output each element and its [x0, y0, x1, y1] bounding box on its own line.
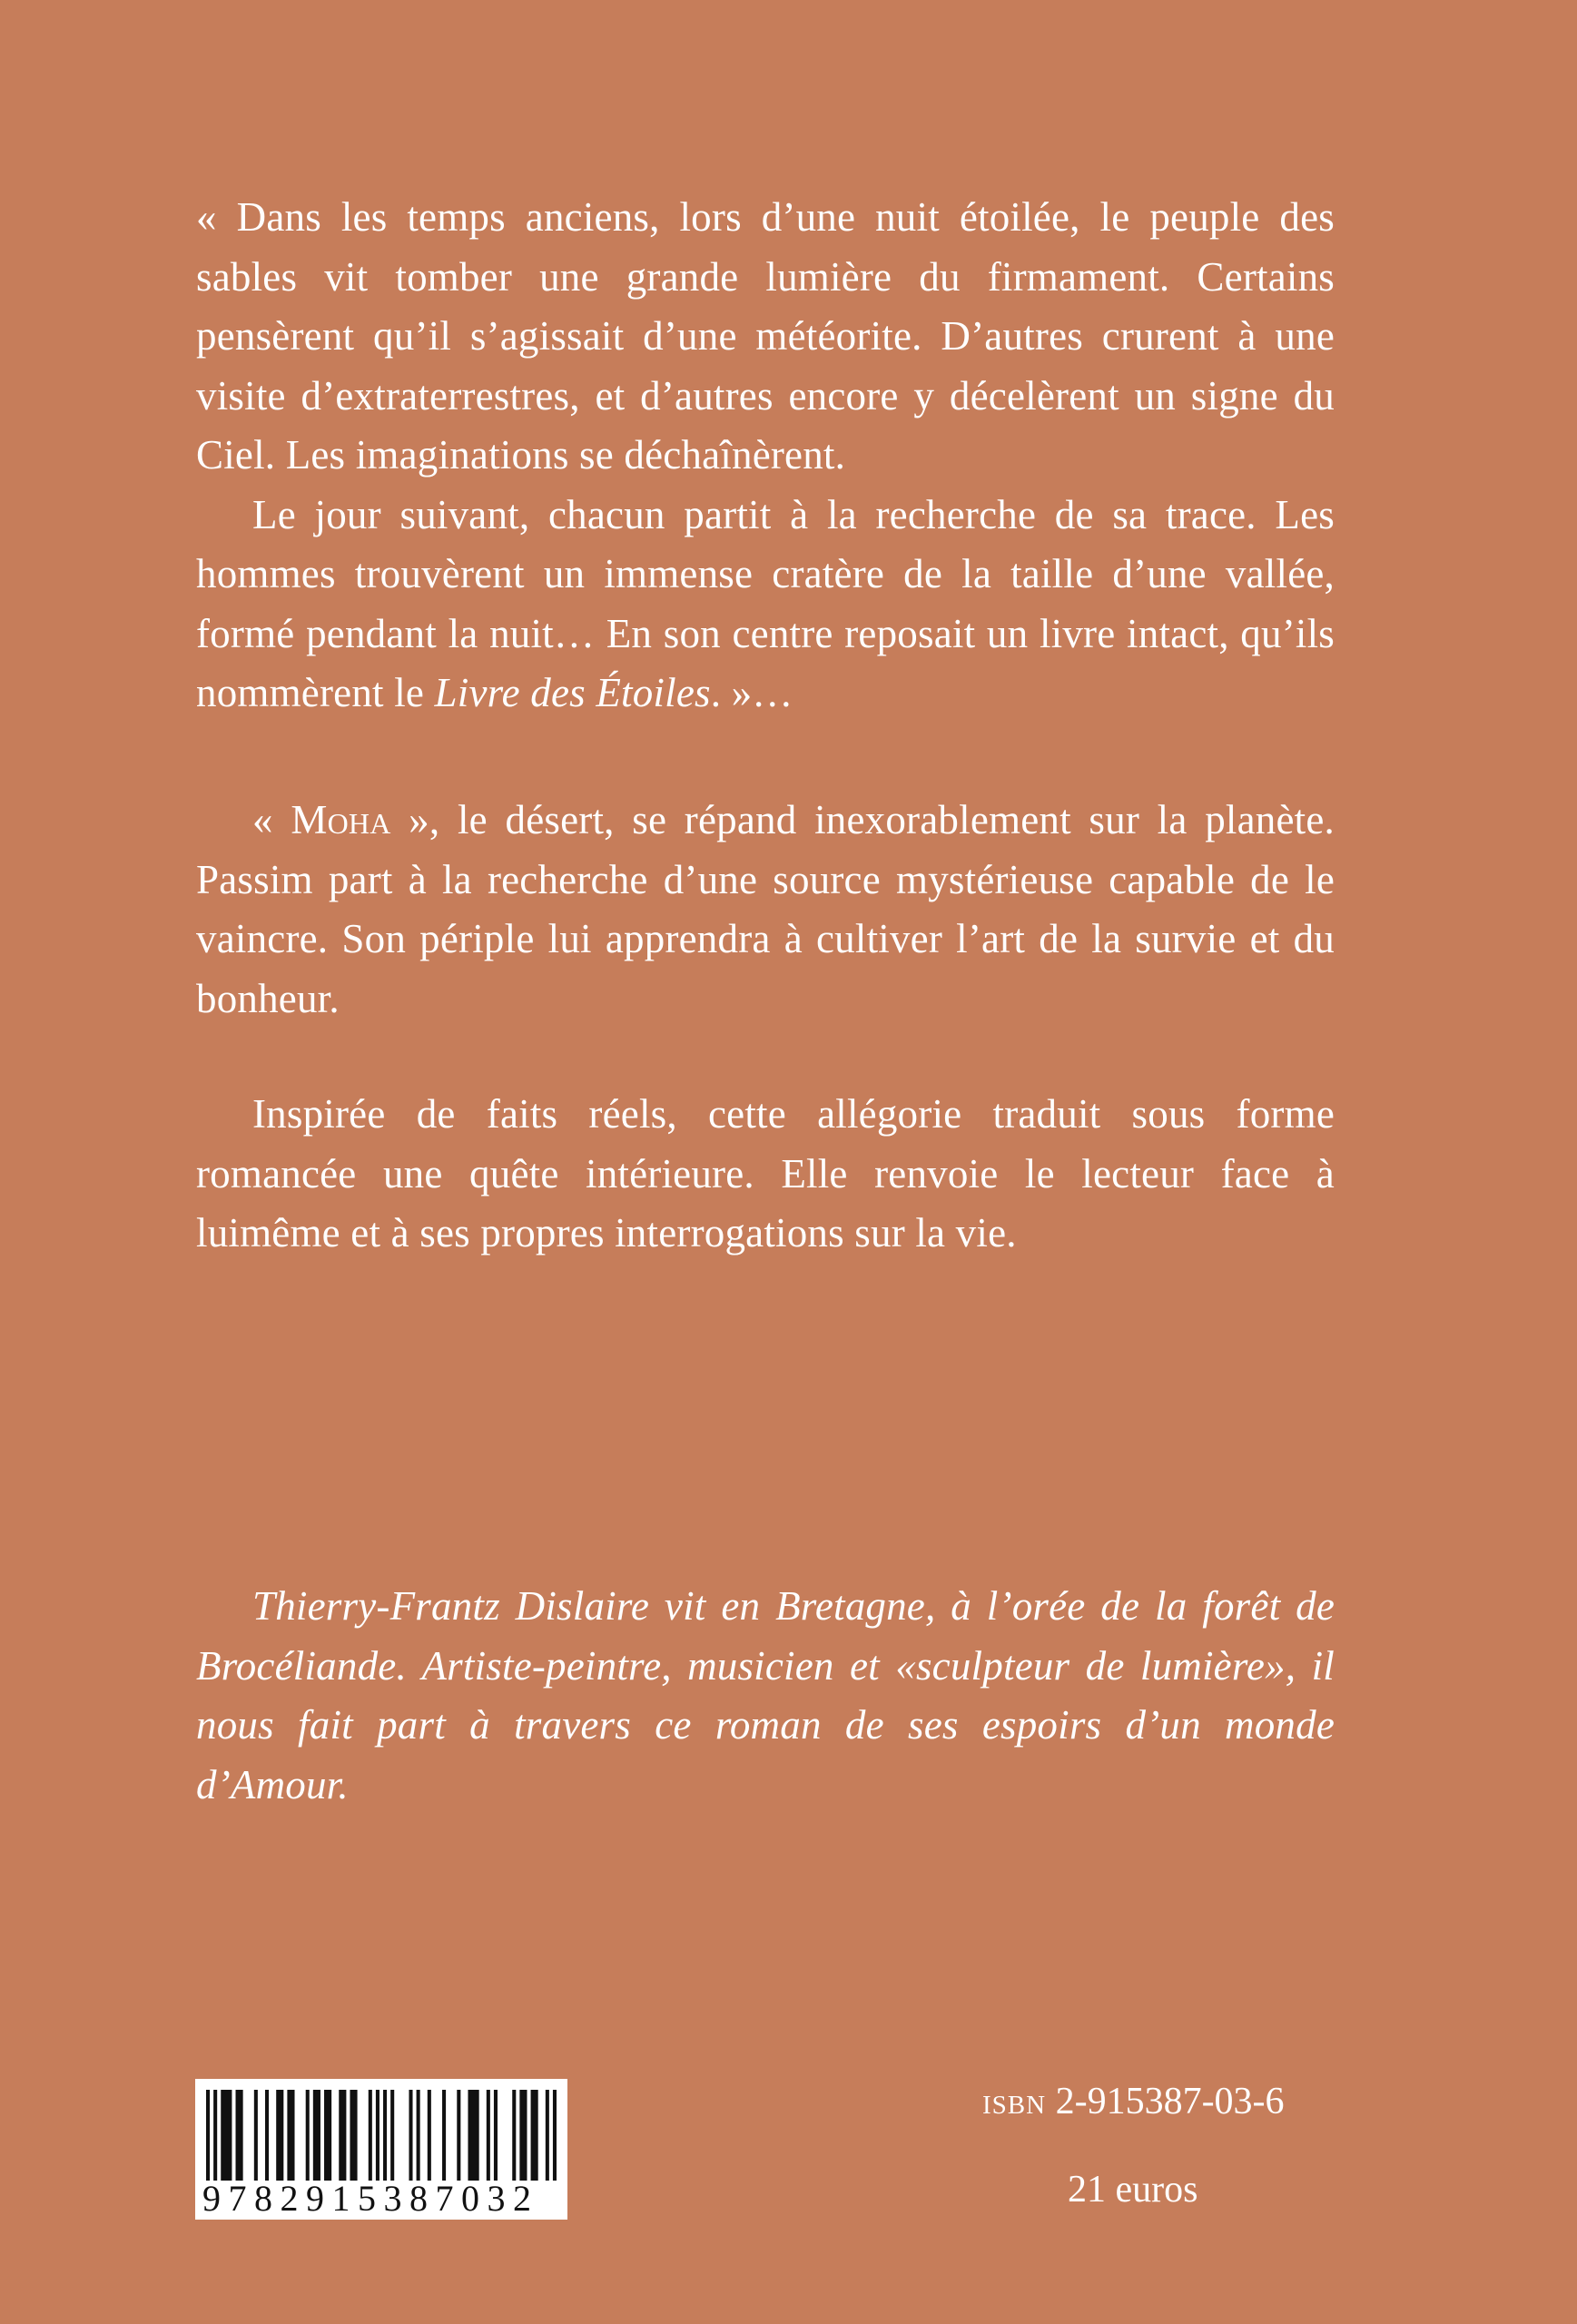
- blurb-paragraph-1: « Dans les temps anciens, lors d’une nuit étoilée, le peuple des sables vit tomber une grande lumière du firmament. Certains pensèrent qu’il s’agissait d’une météorite. D’autres crurent à une visite d’extraterrestres, et d’autres encore y décelèrent un signe du Ciel. Les imaginations se déchaînèrent.: [196, 194, 1335, 478]
- barcode-bar: [339, 2090, 346, 2181]
- barcode-bar: [417, 2090, 420, 2181]
- synopsis-open-quote: «: [252, 797, 291, 842]
- barcode-bar: [369, 2090, 372, 2181]
- barcode-bar: [468, 2090, 478, 2181]
- isbn: [982, 2079, 1285, 2124]
- synopsis-text: », le désert, se répand inexorablement sur la planète. Passim part à la recherche d’une source mystérieuse capable de le vaincre. Son périple lui apprendra à cultiver l’art de la survie et du bonheur.: [196, 797, 1335, 1021]
- barcode-bar: [350, 2090, 357, 2181]
- barcode-bar: [390, 2090, 394, 2181]
- barcode-bar: [409, 2090, 412, 2181]
- author-bio: [196, 1577, 1335, 1815]
- barcode-bar: [265, 2090, 269, 2181]
- description-paragraph: Inspirée de faits réels, cette allégorie traduit sous forme romancée une quête intérieure. Elle renvoie le lecteur face à luimême et à ses propres interrogations sur la vie.: [196, 1091, 1335, 1256]
- barcode-bar: [236, 2090, 243, 2181]
- barcode-digits: 9782915387032: [202, 2178, 539, 2219]
- barcode-bar: [276, 2090, 283, 2181]
- barcode-bar: [313, 2090, 320, 2181]
- synopsis-paragraph: [196, 791, 1335, 1029]
- isbn-number: 2-915387-03-6: [1055, 2081, 1285, 2122]
- barcode-bar: [553, 2090, 557, 2181]
- blurb-paragraph-2-text: Le jour suivant, chacun partit à la recherche de sa trace. Les hommes trouvèrent un immense cratère de la taille d’une vallée, formé pendant la nuit… En son centre reposait un livre intact, qu’ils nommèrent le: [196, 491, 1335, 715]
- isbn-label: isbn: [982, 2081, 1047, 2122]
- barcode-bar: [254, 2090, 258, 2181]
- blurb-paragraph-2-end: . »…: [710, 670, 793, 715]
- barcode-bar: [531, 2090, 538, 2181]
- barcode-bar: [287, 2090, 294, 2181]
- barcode-bar: [546, 2090, 549, 2181]
- barcode-bar: [213, 2090, 217, 2181]
- barcode-bar: [512, 2090, 516, 2181]
- blurb-opening-quote: [196, 188, 1335, 724]
- barcode-bar: [457, 2090, 460, 2181]
- moha-word: Moha: [291, 797, 391, 842]
- price: 21 euros: [1068, 2169, 1198, 2211]
- barcode-bar: [442, 2090, 446, 2181]
- book-title-in-quote: Livre des Étoiles: [434, 670, 711, 715]
- barcode-bar: [376, 2090, 379, 2181]
- barcode-bar: [428, 2090, 431, 2181]
- barcode-bar: [221, 2090, 232, 2181]
- barcode-bar: [494, 2090, 498, 2181]
- author-bio-paragraph: Thierry-Frantz Dislaire vit en Bretagne, à l’orée de la forêt de Brocéliande. Artiste-peintre, musicien et «sculpteur de lumière», il nous fait part à travers ce roman de ses espoirs d’un monde d’Amour.: [196, 1583, 1335, 1807]
- barcode-bar: [306, 2090, 310, 2181]
- blurb-synopsis: [196, 791, 1335, 1029]
- blurb-paragraph-2: [196, 486, 1335, 724]
- barcode-bars: [206, 2090, 557, 2181]
- barcode: [195, 2079, 567, 2220]
- barcode-bar: [324, 2090, 331, 2181]
- blurb-description: [196, 1085, 1335, 1264]
- barcode-bar: [487, 2090, 490, 2181]
- barcode-bar: [206, 2090, 210, 2181]
- barcode-bar: [383, 2090, 387, 2181]
- barcode-bar: [519, 2090, 527, 2181]
